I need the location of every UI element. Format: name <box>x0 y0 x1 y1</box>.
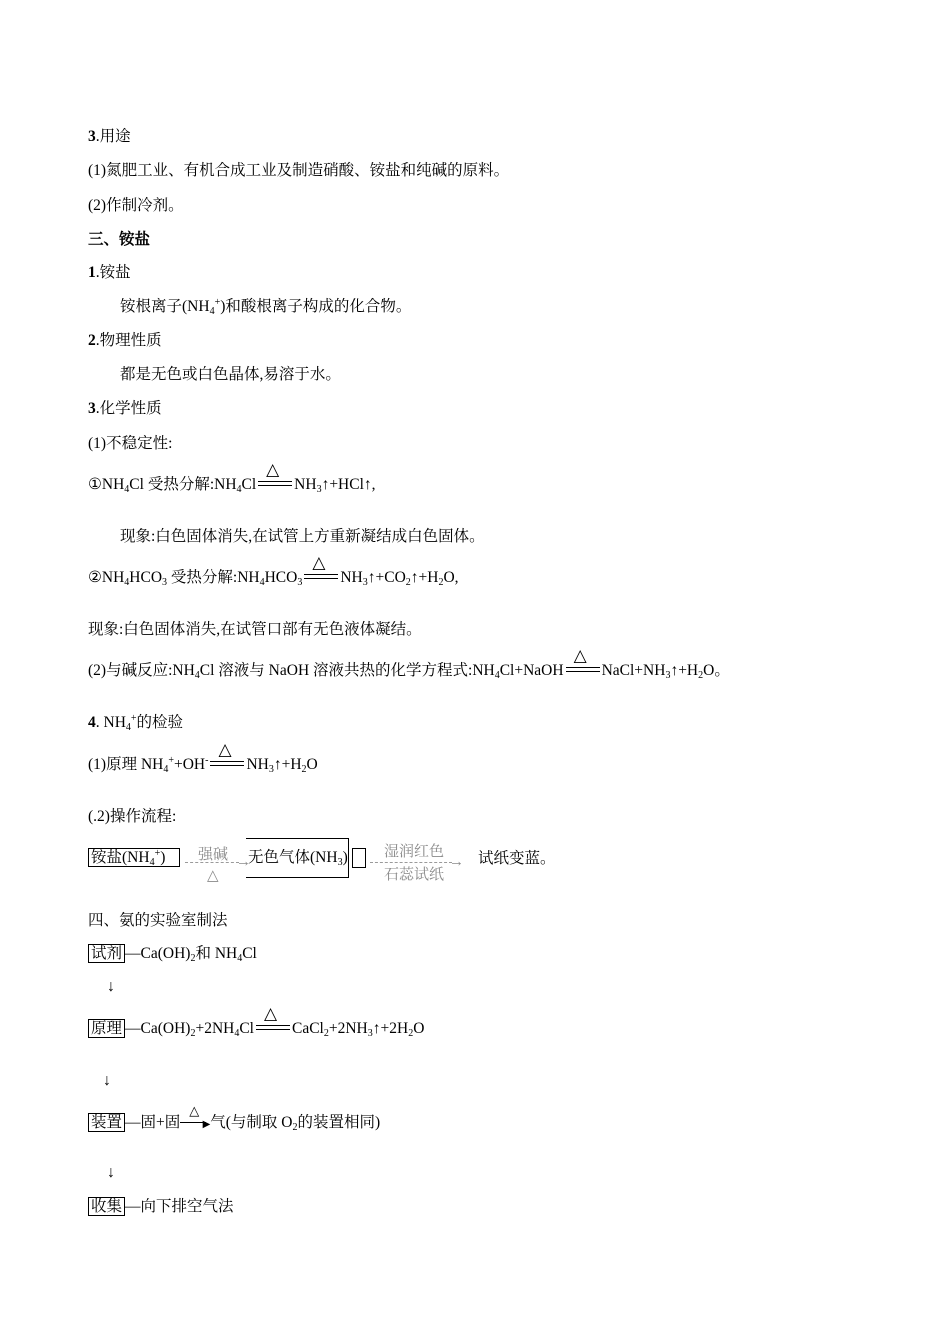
flow-result: 试纸变蓝。 <box>478 850 556 867</box>
device-box: 装置 <box>88 1113 125 1132</box>
lab-collect: 收集 —向下排空气法 <box>88 1197 234 1217</box>
flow-box-gas-end <box>352 848 366 868</box>
collect-box: 收集 <box>88 1197 125 1216</box>
phenomenon-1: 现象:白色固体消失,在试管上方重新凝结成白色固体。 <box>120 528 485 545</box>
sub-heading-4: 4. $NH_4^+$的检验 <box>88 713 184 733</box>
use-item-2: (2)作制冷剂。 <box>88 197 184 214</box>
heat-condition-sign: △ <box>258 475 292 495</box>
down-arrow-1: ↓ <box>107 978 115 995</box>
sub-heading-1: 1.铵盐 <box>88 264 131 281</box>
flow-arrow-2-line <box>370 862 452 863</box>
section-use-heading: 3.用途 <box>88 128 131 145</box>
reagent-box: 试剂 <box>88 944 125 963</box>
definition-text: 铵根离子$(NH_4^+)$和酸根离子构成的化合物。 <box>120 297 412 317</box>
flow-arrow-1-head: → <box>236 854 251 870</box>
sub-heading-3: 3.化学性质 <box>88 400 162 417</box>
flow-label-heat: △ <box>207 868 219 884</box>
reaction-nh4cl: $①NH_4Cl$ 受热分解$:NH_4Cl$ △ $NH_3↑+HCl↑$, <box>88 460 376 495</box>
reaction-nh4hco3: $②NH_4HCO_3$ 受热分解$:NH_4HCO_3$ △ $NH_3↑+CO_2↑+H_2O$, <box>88 553 459 588</box>
physical-property-text: 都是无色或白色晶体,易溶于水。 <box>120 366 341 383</box>
lab-reagent: 试剂 $—Ca(OH)_2$和 $NH_4Cl$ <box>88 944 257 964</box>
test-principle: (1)原理 $NH_4^++OH^-$ △ $NH_3↑+H_2O$ <box>88 740 318 775</box>
flow-label-litmus-bottom: 石蕊试纸 <box>384 867 445 883</box>
phenomenon-2: 现象:白色固体消失,在试管口部有无色液体凝结。 <box>88 621 422 638</box>
heading-lab-prep: 四、氨的实验室制法 <box>88 912 228 929</box>
unstable-heading: (1)不稳定性: <box>88 435 173 452</box>
heat-arrow: △ ▶ <box>180 1113 210 1133</box>
lab-principle: 原理 $—Ca(OH)_2+2NH_4Cl$ △ $CaCl_2+2NH_3↑+2H_2O$ <box>88 1019 424 1039</box>
down-arrow-2: ↓ <box>103 1072 111 1089</box>
heat-condition-sign: △ <box>304 568 338 588</box>
operation-heading: (.2)操作流程: <box>88 808 177 825</box>
sub-heading-2: 2.物理性质 <box>88 332 162 349</box>
use-item-1: (1)氮肥工业、有机合成工业及制造硝酸、铵盐和纯碱的原料。 <box>88 162 510 179</box>
flow-arrow-2-head: → <box>449 854 464 870</box>
heat-condition-sign: △ <box>210 755 244 775</box>
flow-box-gas: 无色气体$(NH_3)$ <box>248 849 348 868</box>
flow-label-litmus-top: 湿润红色 <box>384 844 445 860</box>
flow-label-strong-base: 强碱 <box>198 847 229 863</box>
heading-ammonium-salt: 三、铵盐 <box>88 231 151 248</box>
reaction-with-base: (2)与碱反应$:NH_4Cl$ 溶液与 NaOH 溶液共热的化学方程式$:NH_4Cl+NaOH$ △ $NaCl+NH_3↑+H_2O$。 <box>88 646 730 681</box>
heat-condition-sign: △ <box>256 1019 290 1039</box>
flow-arrow-1-line <box>185 862 239 863</box>
principle-box: 原理 <box>88 1019 125 1038</box>
lab-device: 装置 —固+固 △ ▶ 气(与制取 $O_2$的装置相同) <box>88 1113 380 1133</box>
flow-box-ammonium: 铵盐$(NH_4^+)$ <box>88 848 180 868</box>
heat-condition-sign: △ <box>566 661 600 681</box>
down-arrow-3: ↓ <box>107 1164 115 1181</box>
